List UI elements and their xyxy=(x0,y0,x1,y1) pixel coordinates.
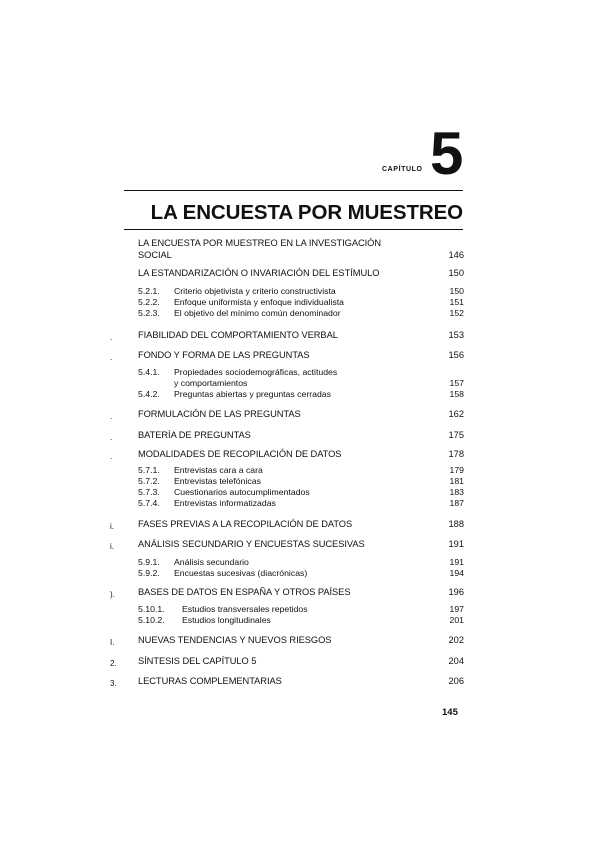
toc-subsection-title: Estudios transversales repetidos xyxy=(182,604,308,614)
toc-section-title-line2: SOCIAL xyxy=(138,250,172,260)
chapter-number: 5 xyxy=(430,120,464,187)
toc-section-mark: . xyxy=(110,412,113,421)
toc-section-title: BATERÍA DE PREGUNTAS xyxy=(138,430,251,440)
toc-subsection-title: Entrevistas telefónicas xyxy=(174,476,261,486)
toc-page-number: 181 xyxy=(449,476,464,486)
toc-section-mark: . xyxy=(110,333,113,342)
toc-section-title: FORMULACIÓN DE LAS PREGUNTAS xyxy=(138,409,301,419)
toc-page-number: 150 xyxy=(448,268,464,278)
toc-page-number: 153 xyxy=(448,330,464,340)
toc-subsection-number: 5.7.4. xyxy=(138,498,160,508)
toc-subsection-title-line2: y comportamientos xyxy=(174,378,248,388)
toc-subsection-title: Entrevistas informatizadas xyxy=(174,498,276,508)
toc-subsection-number: 5.9.2. xyxy=(138,568,160,578)
toc-page-number: 150 xyxy=(449,286,464,296)
toc-subsection-number: 5.10.2. xyxy=(138,615,165,625)
page-number: 145 xyxy=(442,707,458,718)
top-rule xyxy=(124,190,463,191)
chapter-title: LA ENCUESTA POR MUESTREO xyxy=(150,201,463,224)
toc-page-number: 197 xyxy=(449,604,464,614)
toc-subsection-title: Preguntas abiertas y preguntas cerradas xyxy=(174,389,331,399)
toc-subsection-number: 5.2.1. xyxy=(138,286,160,296)
toc-subsection-number: 5.4.2. xyxy=(138,389,160,399)
toc-section-title: FIABILIDAD DEL COMPORTAMIENTO VERBAL xyxy=(138,330,338,340)
toc-section-title: LA ENCUESTA POR MUESTREO EN LA INVESTIGACIÓN xyxy=(138,238,382,248)
toc-subsection-number: 5.7.3. xyxy=(138,487,160,497)
toc-page-number: 175 xyxy=(448,430,464,440)
toc-page-number: 187 xyxy=(449,498,464,508)
toc-subsection-number: 5.4.1. xyxy=(138,367,160,377)
toc-page-number: 179 xyxy=(449,465,464,475)
toc-page-number: 162 xyxy=(448,409,464,419)
toc-page-number: 183 xyxy=(449,487,464,497)
toc-section-mark: . xyxy=(110,452,113,461)
toc-subsection-number: 5.2.2. xyxy=(138,297,160,307)
toc-subsection-title: Propiedades sociodemográficas, actitudes xyxy=(174,367,338,377)
toc-section-title: NUEVAS TENDENCIAS Y NUEVOS RIESGOS xyxy=(138,635,332,645)
toc-subsection-title: Entrevistas cara a cara xyxy=(174,465,263,475)
toc-page-number: 206 xyxy=(448,676,464,686)
toc-section-mark: . xyxy=(110,353,113,362)
toc-page-number: 196 xyxy=(448,587,464,597)
toc-subsection-number: 5.10.1. xyxy=(138,604,165,614)
toc-subsection-title: Encuestas sucesivas (diacrónicas) xyxy=(174,568,308,578)
toc-page-number: 178 xyxy=(448,449,464,459)
toc-page-number: 146 xyxy=(448,250,464,260)
toc-subsection-title: Criterio objetivista y criterio constructivista xyxy=(174,286,336,296)
toc-section-title: FASES PREVIAS A LA RECOPILACIÓN DE DATOS xyxy=(138,519,353,529)
toc-page-number: 152 xyxy=(449,308,464,318)
toc-page-number: 151 xyxy=(449,297,464,307)
toc-subsection-number: 5.9.1. xyxy=(138,557,160,567)
toc-subsection-number: 5.7.1. xyxy=(138,465,160,475)
toc-section-mark: . xyxy=(110,433,113,442)
toc-section-title: ANÁLISIS SECUNDARIO Y ENCUESTAS SUCESIVAS xyxy=(138,539,365,549)
toc-page-number: 191 xyxy=(449,557,464,567)
toc-subsection-title: Cuestionarios autocumplimentados xyxy=(174,487,310,497)
toc-subsection-title: Enfoque uniformista y enfoque individualista xyxy=(174,297,344,307)
toc-section-mark: ). xyxy=(110,590,115,599)
toc-section-title: BASES DE DATOS EN ESPAÑA Y OTROS PAÍSES xyxy=(138,587,351,597)
toc-section-mark: 3. xyxy=(110,679,117,688)
toc-subsection-title: El objetivo del mínimo común denominador xyxy=(174,308,341,318)
toc-subsection-number: 5.2.3. xyxy=(138,308,160,318)
toc-section-mark: I. xyxy=(110,638,115,647)
toc-section-title: SÍNTESIS DEL CAPÍTULO 5 xyxy=(138,656,257,666)
toc-page-number: 156 xyxy=(448,350,464,360)
bottom-rule xyxy=(124,229,463,230)
toc-section-mark: i. xyxy=(110,542,114,551)
toc-subsection-title: Estudios longitudinales xyxy=(182,615,271,625)
toc-page-number: 191 xyxy=(448,539,464,549)
toc-section-title: FONDO Y FORMA DE LAS PREGUNTAS xyxy=(138,350,310,360)
toc-page-number: 158 xyxy=(449,389,464,399)
toc-page-number: 204 xyxy=(448,656,464,666)
toc-page-number: 188 xyxy=(448,519,464,529)
toc-page-number: 157 xyxy=(449,378,464,388)
toc-section-mark: 2. xyxy=(110,659,117,668)
toc-subsection-number: 5.7.2. xyxy=(138,476,160,486)
toc-section-mark: i. xyxy=(110,522,114,531)
toc-page-number: 194 xyxy=(449,568,464,578)
toc-page-number: 201 xyxy=(449,615,464,625)
chapter-label: CAPÍTULO xyxy=(382,166,423,173)
toc-subsection-title: Análisis secundario xyxy=(174,557,249,567)
toc-section-title: LA ESTANDARIZACIÓN O INVARIACIÓN DEL ESTÍMULO xyxy=(138,268,380,278)
toc-section-title: LECTURAS COMPLEMENTARIAS xyxy=(138,676,282,686)
toc-page-number: 202 xyxy=(448,635,464,645)
toc-section-title: MODALIDADES DE RECOPILACIÓN DE DATOS xyxy=(138,449,342,459)
